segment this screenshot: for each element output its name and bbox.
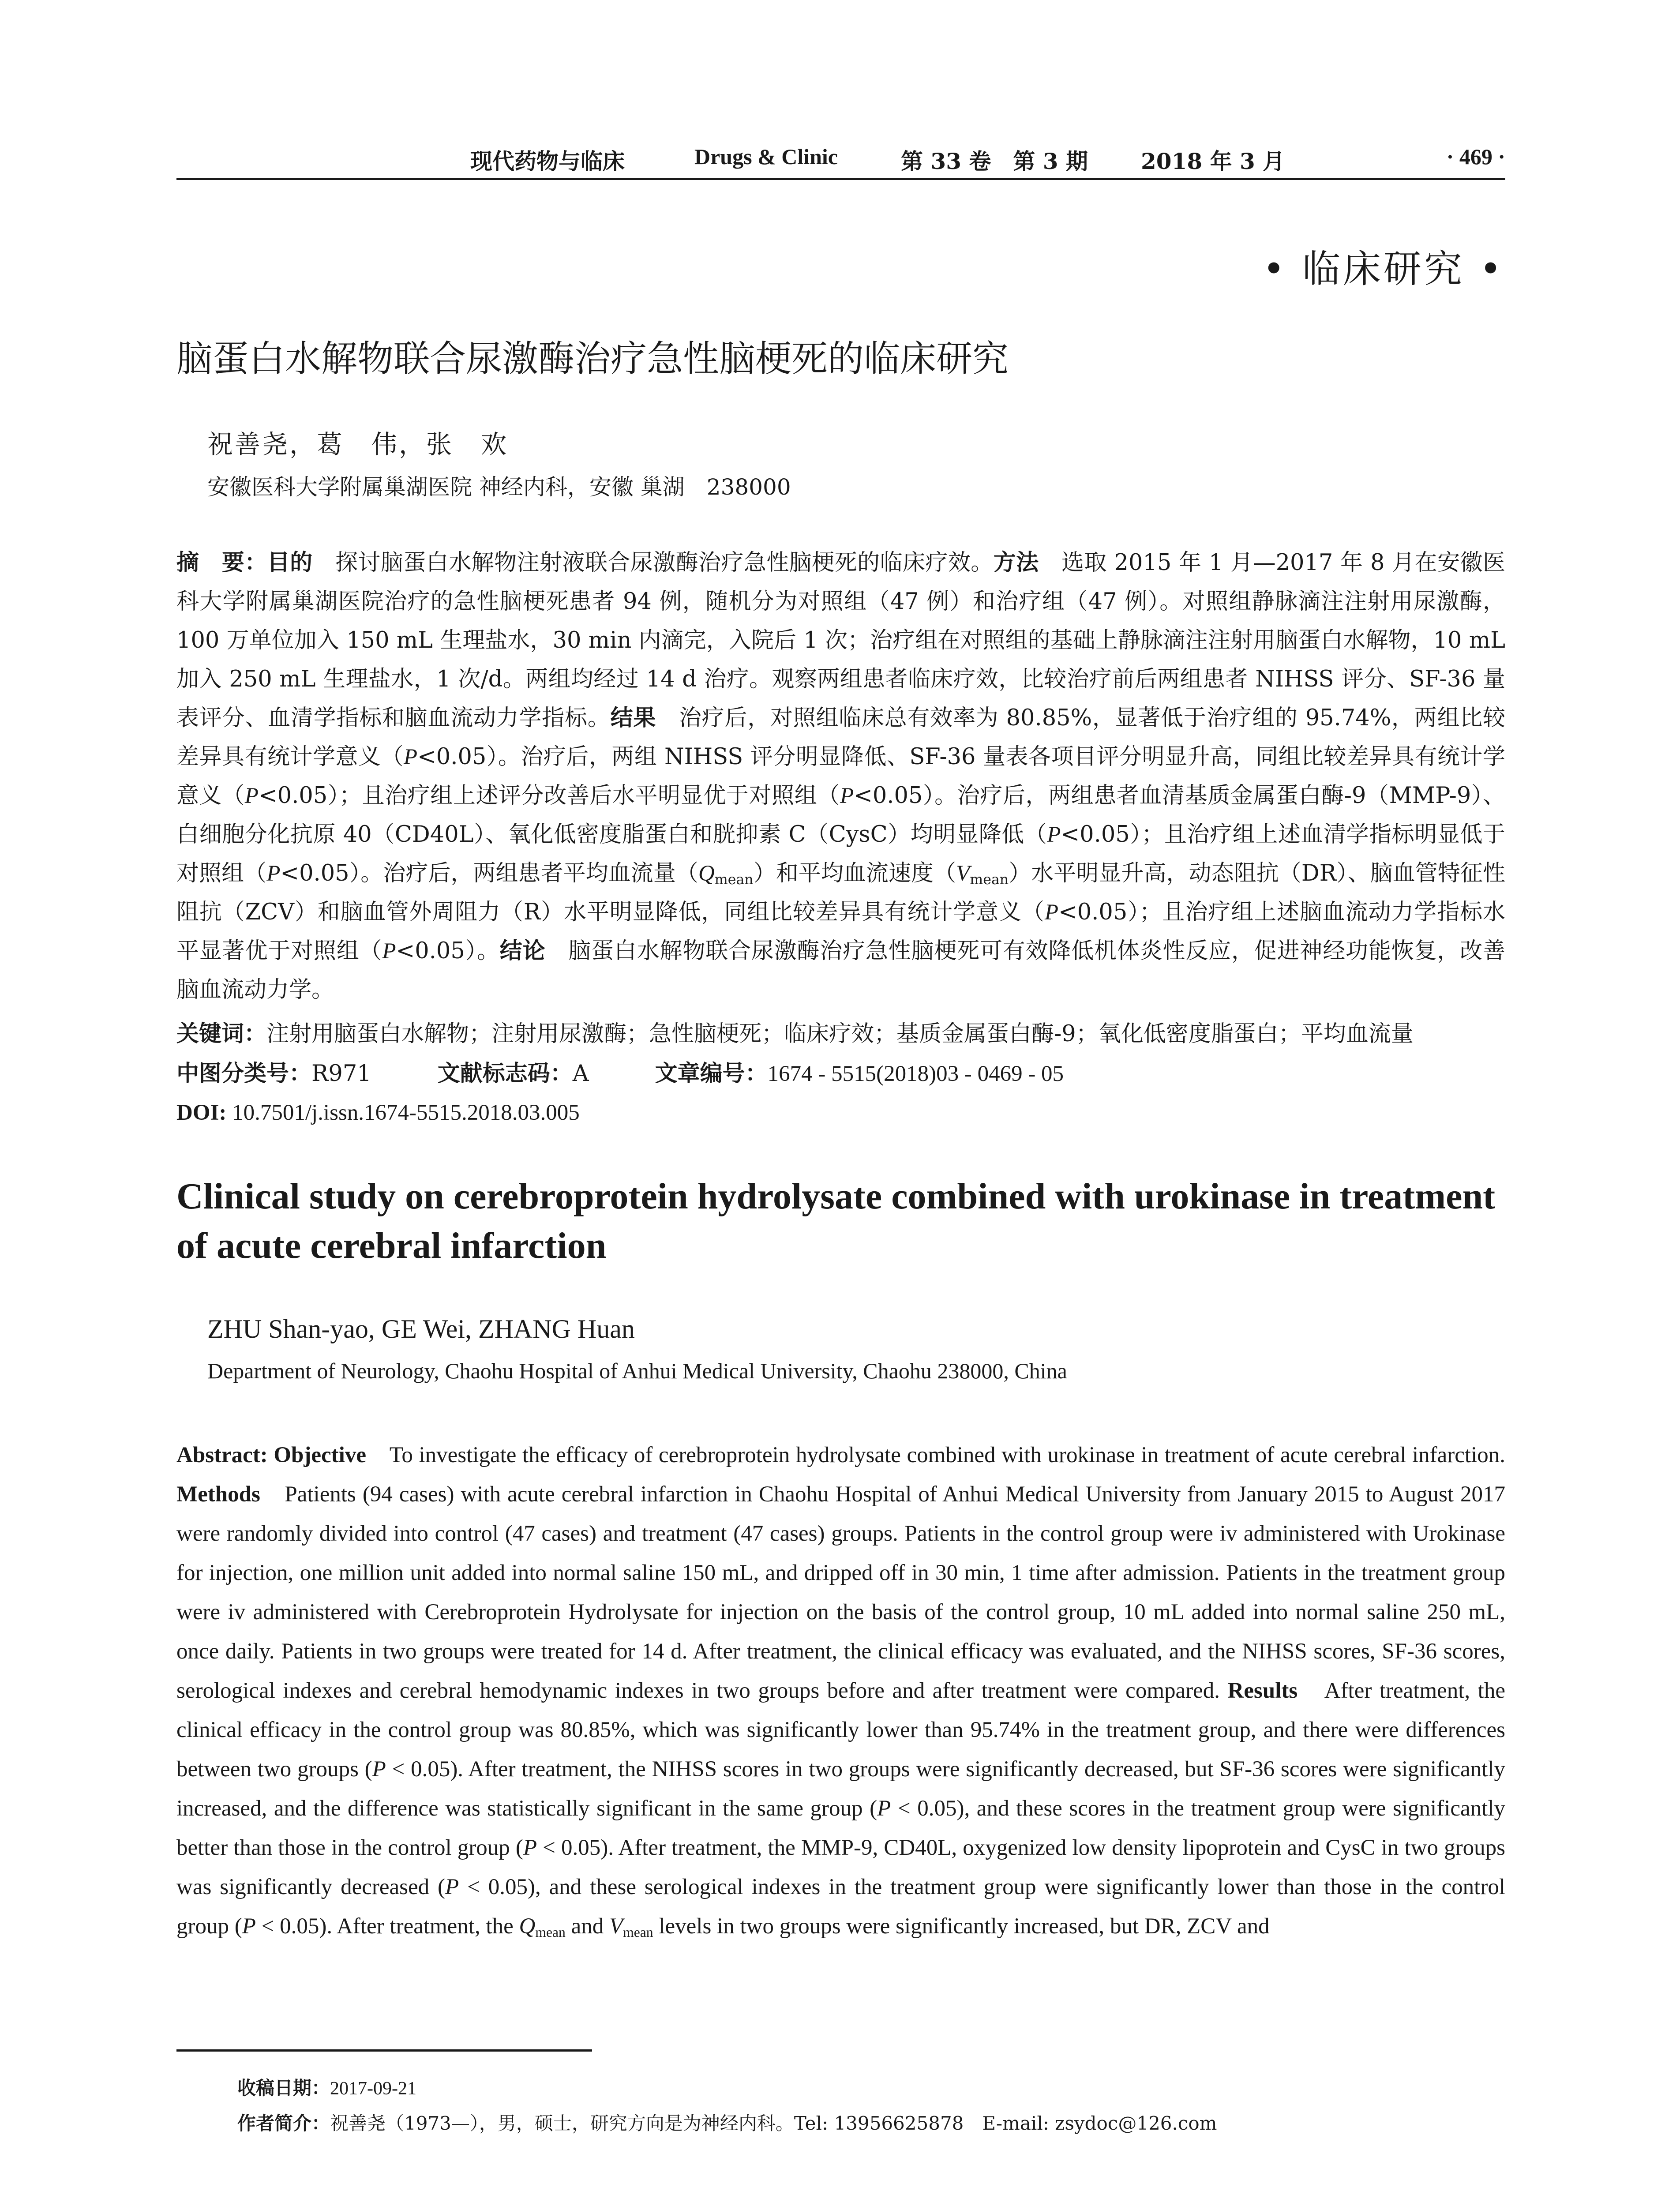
mean-subscript: mean [535,1924,566,1940]
results-en-label: Results [1227,1678,1298,1703]
methods-cn-label: 方法 [993,550,1039,576]
results-cn-10: <0.05）。 [396,938,500,964]
p-symbol: P [840,784,854,808]
objective-cn-label: 目的 [267,550,313,576]
section-label: • 临床研究 • [1262,247,1504,291]
received-date-note [237,2074,416,2100]
doi-value: 10.7501/j.issn.1674-5515.2018.03.005 [232,1100,580,1125]
abstract-cn-text [176,544,1505,1009]
p-symbol: P [242,1914,256,1939]
results-en-1: After treatment, the clinical efficacy in the control group was 80.85%, which was significantly lower than 95.74% in the treatment group, and there were differences between two groups ( [176,1678,1505,1782]
clc-value: R971 [311,1061,371,1087]
results-en-8: levels in two groups were significantly increased, but DR, ZCV and [653,1914,1270,1939]
abstract-cn [176,544,1505,1009]
doi-label: DOI: [176,1100,227,1125]
results-en-4: < 0.05). After treatment, the MMP-9, CD40L, oxygenized low density lipoprotein and CysC in two groups was significantly decreased ( [176,1835,1505,1899]
classification-line [176,1054,1505,1093]
results-en-7: and [565,1914,609,1939]
q-symbol: Q [519,1914,536,1939]
results-cn-label: 结果 [610,705,656,731]
results-en-2: < 0.05). After treatment, the NIHSS scores in two groups were significantly decreased, but SF-36 scores were significantly increased, and the difference was statistically significant in the same group ( [176,1757,1505,1821]
p-symbol: P [523,1835,537,1860]
abstract-en-text [176,1436,1505,1946]
doc-code-value: A [572,1061,589,1087]
results-cn-5: <0.05）；且治疗组上述血清学指标明显低于对照组（ [176,822,1505,886]
q-symbol: Q [698,861,715,886]
received-label: 收稿日期： [237,2077,330,2099]
results-cn-3: <0.05）；且治疗组上述评分改善后水平明显优于对照组（ [258,783,840,809]
doc-code-label: 文献标志码： [437,1061,573,1087]
p-symbol: P [372,1757,386,1782]
page-number: · 469 · [1446,144,1505,169]
abstract-cn-label: 摘 要： [176,550,267,576]
results-cn-7: ）和平均血流速度（ [753,860,956,886]
authors-en: ZHU Shan-yao, GE Wei, ZHANG Huan [207,1314,635,1343]
journal-name-cn: 现代药物与临床 [470,148,625,174]
results-cn-2: <0.05）。治疗后，两组 NIHSS 评分明显降低、SF-36 量表各项目评分明显升高，同组比较差异具有统计学意义（ [176,744,1505,809]
author-bio-value: 祝善尧（1973—），男，硕士，研究方向是为神经内科。Tel: 13956625878 E-mail: zsydoc@126.com [330,2112,1217,2134]
v-symbol: V [609,1914,623,1939]
title-en: Clinical study on cerebroprotein hydrolysate combined with urokinase in treatment of acute cerebral infarction [176,1176,1496,1266]
authors-cn: 祝善尧，葛 伟，张 欢 [207,429,509,459]
affiliation-cn: 安徽医科大学附属巢湖医院 神经内科，安徽 巢湖 238000 [207,474,791,500]
p-symbol: P [877,1796,891,1821]
doc-code-field [438,1054,589,1093]
article-no-field [655,1054,1064,1093]
p-symbol: P [266,861,281,886]
author-bio-label: 作者简介： [237,2112,330,2134]
p-symbol: P [403,745,418,769]
results-cn-6: <0.05）。治疗后，两组患者平均血流量（ [280,860,698,886]
p-symbol: P [1044,900,1058,925]
objective-cn: 探讨脑蛋白水解物注射液联合尿激酶治疗急性脑梗死的临床疗效。 [335,550,994,576]
p-symbol: P [382,939,396,964]
conclusion-cn-label: 结论 [499,938,546,964]
methods-en-label: Methods [176,1482,260,1507]
affiliation-en: Department of Neurology, Chaohu Hospital of Anhui Medical University, Chaohu 238000, China [207,1358,1067,1383]
footnote-rule [176,2049,592,2052]
article-no-label: 文章编号： [655,1061,768,1087]
mean-subscript: mean [623,1924,653,1940]
results-cn-9: <0.05）；且治疗组上述脑血流动力学指标水平显著优于对照组（ [176,899,1505,964]
results-en-5: < 0.05), and these serological indexes in the treatment group were significantly lower than those in the control group ( [176,1875,1505,1939]
volume-issue: 第 33 卷 第 3 期 [901,148,1088,174]
conclusion-cn: 脑蛋白水解物联合尿激酶治疗急性脑梗死可有效降低机体炎性反应，促进神经功能恢复，改善脑血流动力学。 [176,938,1505,1003]
issue-date: 2018 年 3 月 [1141,148,1285,174]
keywords-cn-label: 关键词： [176,1021,267,1047]
abstract-en [176,1436,1505,1946]
methods-en: Patients (94 cases) with acute cerebral infarction in Chaohu Hospital of Anhui Medical University from January 2015 to August 2017 were randomly divided into control (47 cases) and treatment (47 cases) groups. Patients in the control group were iv administered with Urokinase for injection, one million unit added into normal saline 150 mL, and dripped off in 30 min, 1 time after admission. Patients in the treatment group were iv administered with Cerebroprotein Hydrolysate for injection on the basis of the control group, 10 mL added into normal saline 250 mL, once daily. Patients in two groups were treated for 14 d. After treatment, the clinical efficacy was evaluated, and the NIHSS scores, SF-36 scores, serological indexes and cerebral hemodynamic indexes in two groups before and after treatment were compared. [176,1482,1505,1703]
p-symbol: P [244,784,259,808]
keywords-cn-text: 注射用脑蛋白水解物；注射用尿激酶；急性脑梗死；临床疗效；基质金属蛋白酶-9；氧化低密度脂蛋白；平均血流量 [266,1021,1414,1047]
p-symbol: P [445,1875,459,1899]
received-value: 2017-09-21 [330,2078,416,2099]
running-header [176,140,1505,176]
clc-field [176,1054,371,1093]
doi-line [176,1093,1505,1132]
v-symbol: V [956,861,970,886]
results-cn-1: 治疗后，对照组临床总有效率为 80.85%，显著低于治疗组的 95.74%，两组比较差异具有统计学意义（ [176,705,1505,770]
objective-en: To investigate the efficacy of cerebroprotein hydrolysate combined with urokinase in treatment of acute cerebral infarction. [389,1443,1505,1467]
article-no-value: 1674 - 5515(2018)03 - 0469 - 05 [767,1062,1064,1086]
clc-label: 中图分类号： [176,1061,312,1087]
p-symbol: P [1047,822,1061,847]
mean-subscript: mean [970,871,1009,888]
title-cn: 脑蛋白水解物联合尿激酶治疗急性脑梗死的临床研究 [176,338,1009,380]
abstract-en-label: Abstract: Objective [176,1443,366,1467]
mean-subscript: mean [714,871,754,888]
keywords-cn [176,1015,1505,1054]
header-rule [176,178,1505,180]
methods-cn: 选取 2015 年 1 月—2017 年 8 月在安徽医科大学附属巢湖医院治疗的急性脑梗死患者 94 例，随机分为对照组（47 例）和治疗组（47 例）。对照组静脉滴注注射用尿激酶，100 万单位加入 150 mL 生理盐水，30 min 内滴完，入院后 1 次；治疗组在对照组的基础上静脉滴注注射用脑蛋白水解物，10 mL 加入 250 mL 生理盐水，1 次/d。两组均经过 14 d 治疗。观察两组患者临床疗效，比较治疗前后两组患者 NIHSS 评分、SF-36 量表评分、血清学指标和脑血流动力学指标。 [176,550,1505,731]
results-en-3: < 0.05), and these scores in the treatment group were significantly better than those in the control group ( [176,1796,1505,1860]
author-bio-note [237,2109,1217,2135]
results-en-6: < 0.05). After treatment, the [255,1914,519,1939]
journal-name-en: Drugs & Clinic [694,144,838,169]
results-cn-4: <0.05）。治疗后，两组患者血清基质金属蛋白酶-9（MMP-9）、白细胞分化抗原 40（CD40L）、氧化低密度脂蛋白和胱抑素 C（CysC）均明显降低（ [176,783,1505,848]
results-cn-8: ）水平明显升高，动态阻抗（DR）、脑血管特征性阻抗（ZCV）和脑血管外周阻力（R）水平明显降低，同组比较差异具有统计学意义（ [176,860,1505,925]
